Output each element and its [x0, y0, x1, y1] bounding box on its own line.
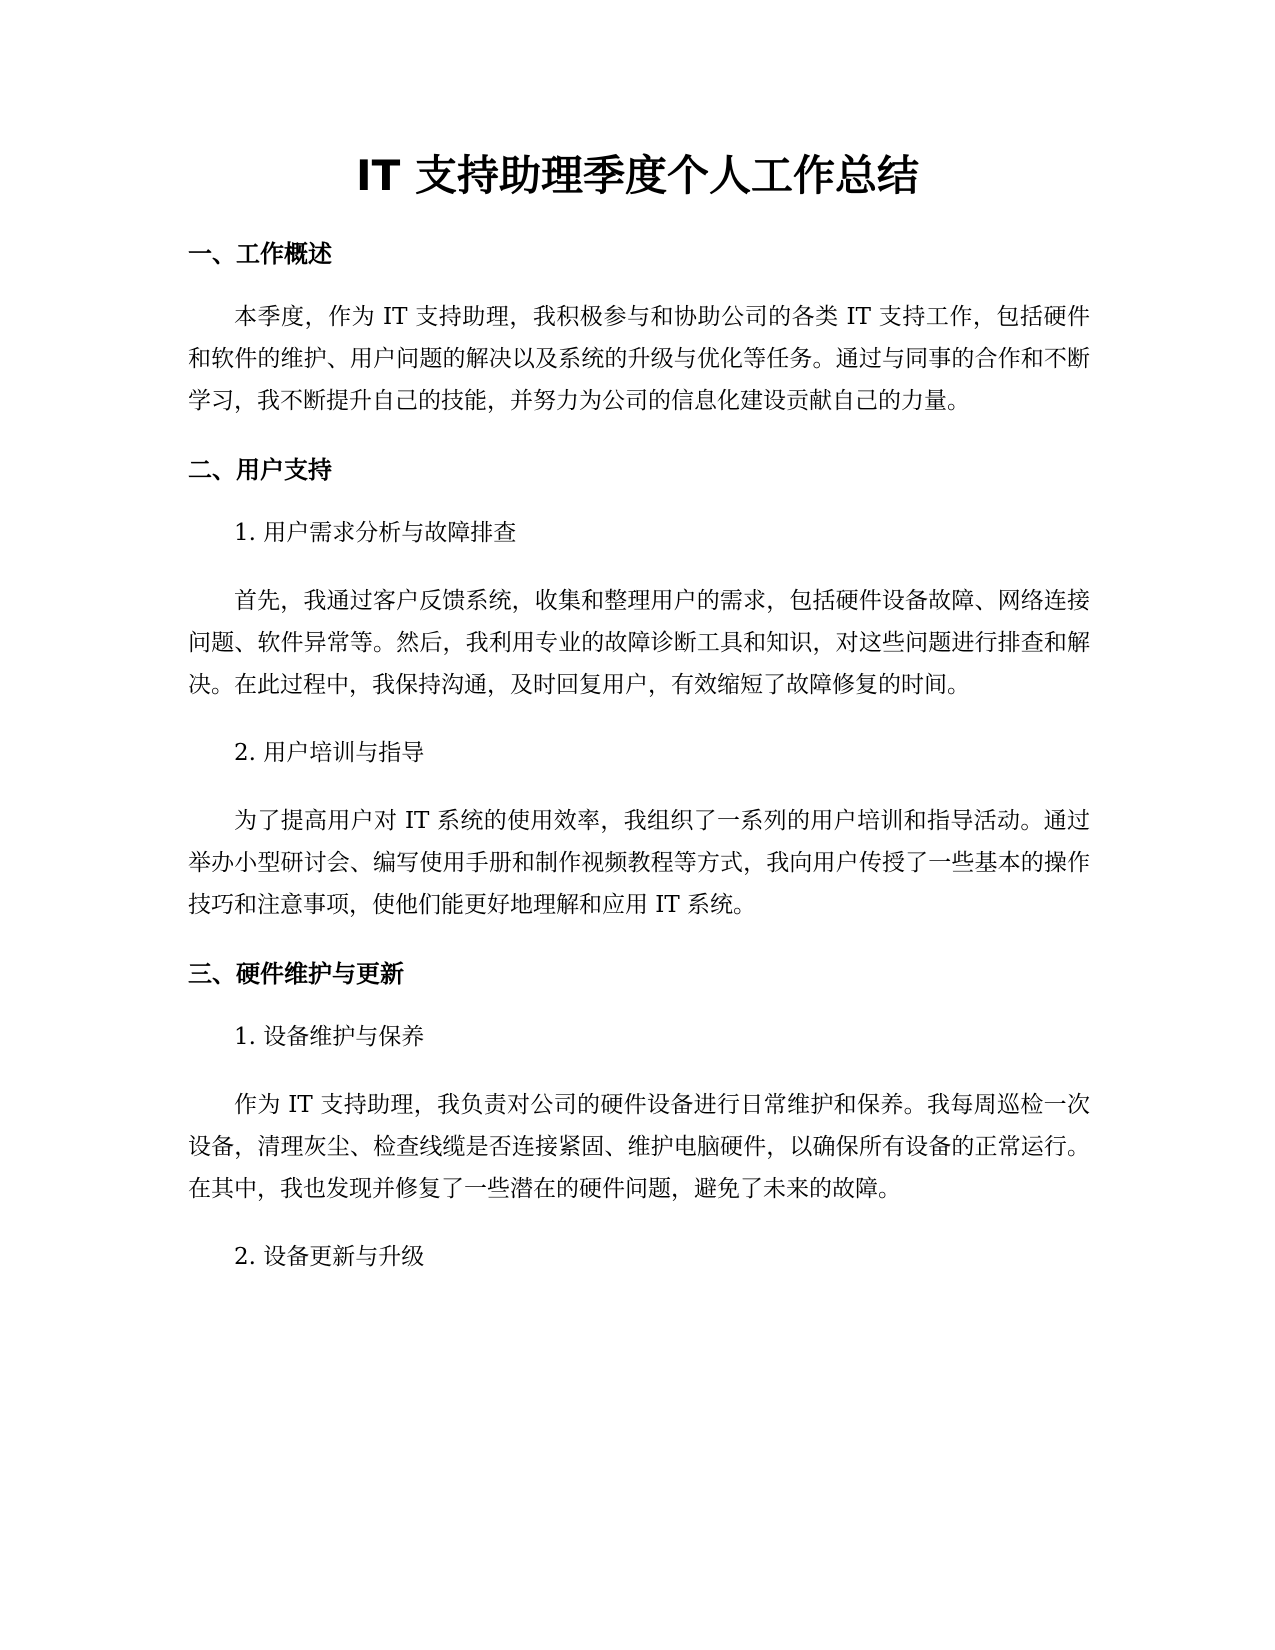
paragraph-needs-analysis: 首先，我通过客户反馈系统，收集和整理用户的需求，包括硬件设备故障、网络连接问题、软件异常等。然后，我利用专业的故障诊断工具和知识，对这些问题进行排查和解决。在此过程中，我保持沟通，及时回复用户，有效缩短了故障修复的时间。 — [188, 588, 1090, 698]
document-title: IT 支持助理季度个人工作总结 — [356, 151, 919, 200]
subheading-device-maintenance: 1. 设备维护与保养 — [234, 1024, 425, 1050]
document-body — [188, 236, 1090, 1278]
section-heading-work-overview: 一、工作概述 — [188, 240, 332, 268]
subheading-device-upgrade: 2. 设备更新与升级 — [234, 1244, 425, 1270]
subheading-user-training: 2. 用户培训与指导 — [234, 740, 425, 766]
section-heading-user-support: 二、用户支持 — [188, 456, 332, 484]
subheading-needs-analysis: 1. 用户需求分析与故障排查 — [234, 520, 517, 546]
paragraph-user-training: 为了提高用户对 IT 系统的使用效率，我组织了一系列的用户培训和指导活动。通过举办小型研讨会、编写使用手册和制作视频教程等方式，我向用户传授了一些基本的操作技巧和注意事项，使他们能更好地理解和应用 IT 系统。 — [188, 808, 1090, 918]
section-heading-hardware-maintenance: 三、硬件维护与更新 — [188, 960, 404, 988]
paragraph-work-overview: 本季度，作为 IT 支持助理，我积极参与和协助公司的各类 IT 支持工作，包括硬件和软件的维护、用户问题的解决以及系统的升级与优化等任务。通过与同事的合作和不断学习，我不断提升自己的技能，并努力为公司的信息化建设贡献自己的力量。 — [188, 304, 1090, 414]
paragraph-device-maintenance: 作为 IT 支持助理，我负责对公司的硬件设备进行日常维护和保养。我每周巡检一次设备，清理灰尘、检查线缆是否连接紧固、维护电脑硬件，以确保所有设备的正常运行。在其中，我也发现并修复了一些潜在的硬件问题，避免了未来的故障。 — [188, 1092, 1090, 1202]
